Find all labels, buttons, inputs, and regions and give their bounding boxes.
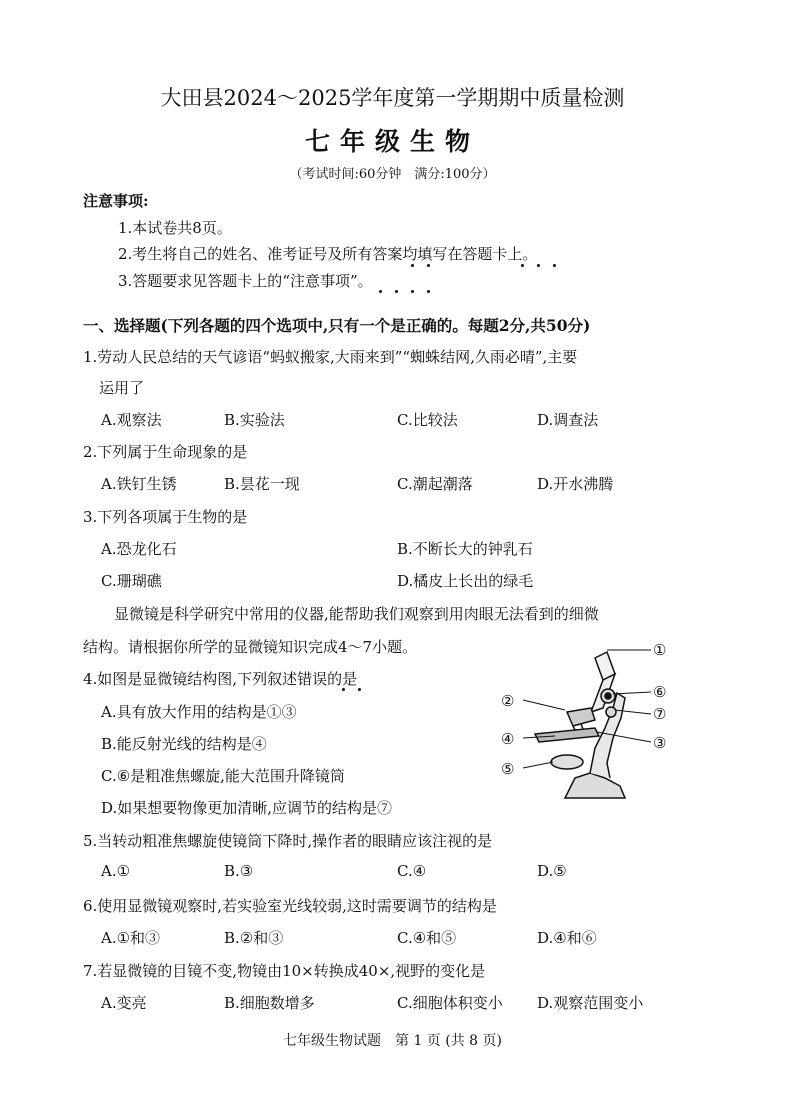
option: C.⑥是粗准焦螺旋,能大范围升降镜筒 bbox=[101, 767, 345, 785]
option: A.观察法 bbox=[101, 411, 162, 429]
emphasis-dot bbox=[395, 290, 398, 293]
option: D.橘皮上长出的绿毛 bbox=[397, 572, 534, 590]
section-heading: 一、选择题(下列各题的四个选项中,只有一个是正确的。每题2分,共50分) bbox=[83, 316, 591, 335]
note-item: 2.考生将自己的姓名、准考证号及所有答案均填写在答题卡上。 bbox=[118, 245, 538, 263]
emphasis-dot bbox=[358, 688, 361, 691]
question-stem: 2.下列属于生命现象的是 bbox=[83, 443, 248, 461]
question-stem: 7.若显微镜的目镜不变,物镜由10×转换成40×,视野的变化是 bbox=[83, 962, 486, 980]
option: C.珊瑚礁 bbox=[101, 572, 162, 590]
option: D.开水沸腾 bbox=[537, 475, 614, 493]
option: B.实验法 bbox=[224, 411, 285, 429]
figure-label: ④ bbox=[501, 730, 515, 748]
figure-label: ⑦ bbox=[653, 705, 667, 723]
emphasis-dot bbox=[411, 264, 414, 267]
option: B.昙花一现 bbox=[224, 475, 300, 493]
question-stem: 运用了 bbox=[99, 379, 145, 397]
option: A.恐龙化石 bbox=[101, 540, 177, 558]
exam-subtitle: 七年级生物 bbox=[304, 127, 480, 156]
emphasis-dot bbox=[411, 290, 414, 293]
option: D.调查法 bbox=[537, 411, 599, 429]
question-stem: 4.如图是显微镜结构图,下列叙述错误的是 bbox=[83, 670, 358, 688]
option: A.铁钉生锈 bbox=[101, 475, 177, 493]
page-footer: 七年级生物试题 第 1 页 (共 8 页) bbox=[283, 1033, 502, 1049]
question-stem: 5.当转动粗准焦螺旋使镜筒下降时,操作者的眼睛应该注视的是 bbox=[83, 832, 493, 850]
question-stem: 6.使用显微镜观察时,若实验室光线较弱,这时需要调节的结构是 bbox=[83, 897, 497, 915]
emphasis-dot bbox=[379, 290, 382, 293]
emphasis-dot bbox=[553, 264, 556, 267]
option: B.能反射光线的结构是④ bbox=[101, 735, 267, 753]
exam-info: （考试时间:60分钟 满分:100分） bbox=[289, 167, 496, 182]
figure-label: ② bbox=[501, 692, 515, 710]
option: D.④和⑥ bbox=[537, 929, 597, 947]
option: C.④和⑤ bbox=[397, 929, 457, 947]
emphasis-dot bbox=[427, 290, 430, 293]
figure-label: ⑥ bbox=[653, 683, 667, 701]
passage-line: 显微镜是科学研究中常用的仪器,能帮助我们观察到用肉眼无法看到的细微 bbox=[114, 605, 599, 623]
figure-label: ⑤ bbox=[501, 760, 515, 778]
option: D.观察范围变小 bbox=[537, 994, 644, 1012]
figure-label: ① bbox=[653, 641, 667, 659]
passage-line: 结构。请根据你所学的显微镜知识完成4～7小题。 bbox=[83, 638, 418, 656]
emphasis-dot bbox=[521, 264, 524, 267]
option: D.⑤ bbox=[537, 862, 567, 880]
option: A.具有放大作用的结构是①③ bbox=[101, 703, 297, 721]
figure-label: ③ bbox=[653, 734, 667, 752]
notes-heading: 注意事项: bbox=[83, 192, 149, 210]
microscope-figure bbox=[495, 638, 680, 810]
question-stem: 1.劳动人民总结的天气谚语“蚂蚁搬家,大雨来到”“蜘蛛结网,久雨必晴”,主要 bbox=[83, 348, 578, 366]
note-item: 1.本试卷共8页。 bbox=[118, 219, 232, 237]
option: D.如果想要物像更加清晰,应调节的结构是⑦ bbox=[101, 799, 393, 817]
note-item: 3.答题要求见答题卡上的“注意事项”。 bbox=[118, 272, 373, 290]
option: C.比较法 bbox=[397, 411, 458, 429]
option: B.③ bbox=[224, 862, 254, 880]
option: A.①和③ bbox=[101, 929, 161, 947]
question-stem: 3.下列各项属于生物的是 bbox=[83, 508, 248, 526]
option: B.②和③ bbox=[224, 929, 284, 947]
emphasis-dot bbox=[427, 264, 430, 267]
option: C.④ bbox=[397, 862, 427, 880]
emphasis-dot bbox=[342, 688, 345, 691]
option: C.细胞体积变小 bbox=[397, 994, 503, 1012]
option: A.① bbox=[101, 862, 131, 880]
emphasis-dot bbox=[537, 264, 540, 267]
option: B.不断长大的钟乳石 bbox=[397, 540, 533, 558]
option: B.细胞数增多 bbox=[224, 994, 315, 1012]
exam-title: 大田县2024～2025学年度第一学期期中质量检测 bbox=[160, 86, 625, 110]
option: A.变亮 bbox=[101, 994, 147, 1012]
option: C.潮起潮落 bbox=[397, 475, 473, 493]
